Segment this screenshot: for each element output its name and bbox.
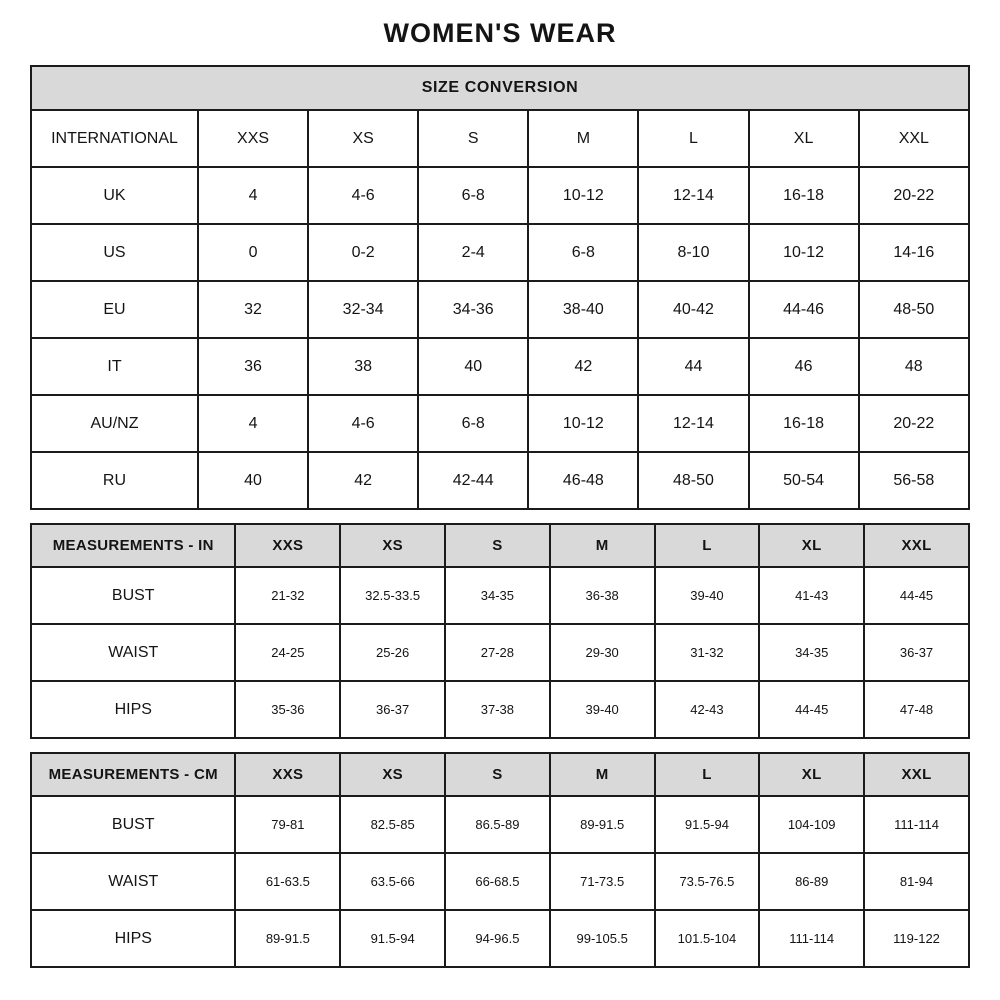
row-label: BUST (31, 567, 235, 624)
size-cell: 20-22 (859, 167, 969, 224)
size-cell: 44 (638, 338, 748, 395)
size-cell: 46-48 (528, 452, 638, 509)
column-header: XL (749, 110, 859, 167)
column-header: XS (340, 753, 445, 796)
row-label: RU (31, 452, 198, 509)
size-cell: 4-6 (308, 395, 418, 452)
table-row (31, 853, 969, 910)
column-header: L (655, 524, 760, 567)
size-cell: 0-2 (308, 224, 418, 281)
table-row (31, 338, 969, 395)
size-cell: 34-36 (418, 281, 528, 338)
measurement-cell: 104-109 (759, 796, 864, 853)
size-cell: 16-18 (749, 167, 859, 224)
measurement-cell: 47-48 (864, 681, 969, 738)
measurement-cell: 36-37 (340, 681, 445, 738)
size-cell: 10-12 (528, 395, 638, 452)
column-header: M (550, 753, 655, 796)
measurement-cell: 73.5-76.5 (655, 853, 760, 910)
row-label: UK (31, 167, 198, 224)
table-row (31, 567, 969, 624)
row-label: BUST (31, 796, 235, 853)
measurement-cell: 81-94 (864, 853, 969, 910)
size-cell: 38 (308, 338, 418, 395)
size-cell: 56-58 (859, 452, 969, 509)
size-cell: 40-42 (638, 281, 748, 338)
column-header: XXS (235, 524, 340, 567)
table-title-row (31, 66, 969, 110)
size-cell: 2-4 (418, 224, 528, 281)
measurement-cell: 21-32 (235, 567, 340, 624)
measurement-cell: 94-96.5 (445, 910, 550, 967)
size-cell: 40 (198, 452, 308, 509)
measurement-cell: 34-35 (759, 624, 864, 681)
measurement-cell: 44-45 (864, 567, 969, 624)
column-header: XXL (864, 753, 969, 796)
measurement-cell: 86.5-89 (445, 796, 550, 853)
size-cell: 42 (308, 452, 418, 509)
table-row (31, 910, 969, 967)
row-label: HIPS (31, 910, 235, 967)
measurement-cell: 35-36 (235, 681, 340, 738)
measurement-cell: 32.5-33.5 (340, 567, 445, 624)
size-cell: 46 (749, 338, 859, 395)
measurements-in-table (30, 523, 970, 739)
table-title: SIZE CONVERSION (31, 66, 969, 110)
column-header: XXL (859, 110, 969, 167)
size-cell: 44-46 (749, 281, 859, 338)
column-header: XL (759, 753, 864, 796)
size-cell: 12-14 (638, 167, 748, 224)
size-cell: 42-44 (418, 452, 528, 509)
table-row (31, 395, 969, 452)
column-header: M (528, 110, 638, 167)
table-title: MEASUREMENTS - CM (31, 753, 235, 796)
size-cell: 48-50 (638, 452, 748, 509)
size-cell: 32 (198, 281, 308, 338)
measurement-cell: 89-91.5 (550, 796, 655, 853)
size-cell: 40 (418, 338, 528, 395)
size-cell: 8-10 (638, 224, 748, 281)
size-cell: 14-16 (859, 224, 969, 281)
size-cell: 10-12 (749, 224, 859, 281)
size-conversion-table (30, 65, 970, 510)
table-row (31, 452, 969, 509)
measurement-cell: 111-114 (759, 910, 864, 967)
measurement-cell: 27-28 (445, 624, 550, 681)
size-cell: 48 (859, 338, 969, 395)
table-row (31, 681, 969, 738)
measurement-cell: 119-122 (864, 910, 969, 967)
row-label: WAIST (31, 624, 235, 681)
column-header: L (655, 753, 760, 796)
row-label: IT (31, 338, 198, 395)
measurements-cm-table (30, 752, 970, 968)
row-label: HIPS (31, 681, 235, 738)
measurement-cell: 25-26 (340, 624, 445, 681)
column-header: XXS (198, 110, 308, 167)
size-cell: 12-14 (638, 395, 748, 452)
size-cell: 0 (198, 224, 308, 281)
table-title: MEASUREMENTS - IN (31, 524, 235, 567)
measurement-cell: 66-68.5 (445, 853, 550, 910)
measurement-cell: 61-63.5 (235, 853, 340, 910)
column-header: S (445, 753, 550, 796)
column-header: S (418, 110, 528, 167)
measurement-cell: 91.5-94 (340, 910, 445, 967)
measurement-cell: 39-40 (655, 567, 760, 624)
column-header: INTERNATIONAL (31, 110, 198, 167)
measurement-cell: 24-25 (235, 624, 340, 681)
size-cell: 6-8 (528, 224, 638, 281)
measurement-cell: 36-37 (864, 624, 969, 681)
measurement-cell: 99-105.5 (550, 910, 655, 967)
measurement-cell: 71-73.5 (550, 853, 655, 910)
size-cell: 16-18 (749, 395, 859, 452)
size-cell: 32-34 (308, 281, 418, 338)
table-row (31, 624, 969, 681)
measurement-cell: 42-43 (655, 681, 760, 738)
table-row (31, 281, 969, 338)
measurement-cell: 79-81 (235, 796, 340, 853)
size-cell: 42 (528, 338, 638, 395)
measurement-cell: 37-38 (445, 681, 550, 738)
table-row (31, 796, 969, 853)
column-header: XL (759, 524, 864, 567)
measurement-cell: 82.5-85 (340, 796, 445, 853)
size-cell: 38-40 (528, 281, 638, 338)
measurement-cell: 89-91.5 (235, 910, 340, 967)
column-header-row (31, 524, 969, 567)
column-header: XS (340, 524, 445, 567)
measurement-cell: 101.5-104 (655, 910, 760, 967)
column-header: L (638, 110, 748, 167)
measurement-cell: 34-35 (445, 567, 550, 624)
measurement-cell: 91.5-94 (655, 796, 760, 853)
measurement-cell: 39-40 (550, 681, 655, 738)
column-header: XXS (235, 753, 340, 796)
size-cell: 20-22 (859, 395, 969, 452)
measurement-cell: 29-30 (550, 624, 655, 681)
size-cell: 48-50 (859, 281, 969, 338)
size-cell: 4-6 (308, 167, 418, 224)
column-header-row (31, 110, 969, 167)
row-label: US (31, 224, 198, 281)
measurement-cell: 31-32 (655, 624, 760, 681)
measurement-cell: 44-45 (759, 681, 864, 738)
column-header: S (445, 524, 550, 567)
measurement-cell: 111-114 (864, 796, 969, 853)
column-header: XXL (864, 524, 969, 567)
page-title: WOMEN'S WEAR (383, 18, 617, 48)
measurement-cell: 41-43 (759, 567, 864, 624)
column-header-row (31, 753, 969, 796)
size-cell: 10-12 (528, 167, 638, 224)
row-label: AU/NZ (31, 395, 198, 452)
measurement-cell: 36-38 (550, 567, 655, 624)
size-cell: 50-54 (749, 452, 859, 509)
size-cell: 6-8 (418, 395, 528, 452)
row-label: WAIST (31, 853, 235, 910)
column-header: M (550, 524, 655, 567)
column-header: XS (308, 110, 418, 167)
size-cell: 6-8 (418, 167, 528, 224)
measurement-cell: 86-89 (759, 853, 864, 910)
size-cell: 4 (198, 167, 308, 224)
size-cell: 36 (198, 338, 308, 395)
row-label: EU (31, 281, 198, 338)
table-row (31, 224, 969, 281)
size-cell: 4 (198, 395, 308, 452)
measurement-cell: 63.5-66 (340, 853, 445, 910)
table-row (31, 167, 969, 224)
